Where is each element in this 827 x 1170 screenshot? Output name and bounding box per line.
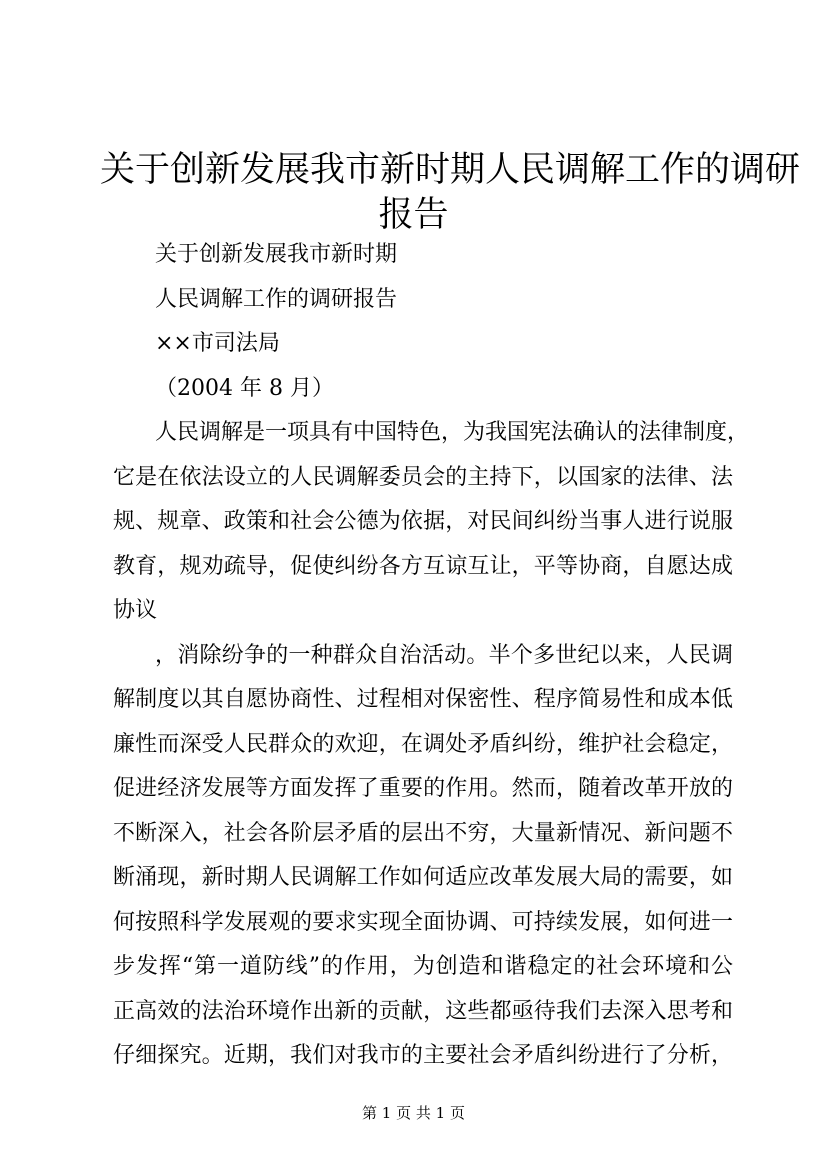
body-line: 促进经济发展等方面发挥了重要的作用。然而，随着改革开放的	[113, 776, 733, 801]
body-line: 人民调解工作的调研报告	[155, 286, 398, 312]
body-line: 正高效的法治环境作出新的贡献，这些都亟待我们去深入思考和	[113, 998, 733, 1024]
body-line: 步发挥“第一道防线”的作用，为创造和谐稳定的社会环境和公	[113, 954, 733, 979]
page-footer: 第 1 页 共 1 页	[362, 1104, 465, 1122]
body-line: 教育，规劝疏导，促使纠纷各方互谅互让，平等协商，自愿达成	[113, 553, 733, 579]
body-line: ，消除纷争的一种群众自治活动。半个多世纪以来，人民调	[155, 642, 733, 668]
body-line: 仔细探究。近期，我们对我市的主要社会矛盾纠纷进行了分析，	[113, 1043, 733, 1068]
body-line: 解制度以其自愿协商性、过程相对保密性、程序简易性和成本低	[113, 687, 733, 712]
document-title	[100, 148, 801, 238]
body-line: 关于创新发展我市新时期	[155, 242, 398, 267]
body-line: ××市司法局	[155, 331, 280, 356]
body-line: 人民调解是一项具有中国特色，为我国宪法确认的法律制度，	[155, 420, 750, 445]
body-line: 它是在依法设立的人民调解委员会的主持下，以国家的法律、法	[113, 464, 733, 490]
title-line-1: 关于创新发展我市新时期人民调解工作的调研	[100, 150, 801, 190]
body-line: 何按照科学发展观的要求实现全面协调、可持续发展，如何进一	[113, 909, 733, 935]
title-line-2: 报告	[378, 195, 449, 235]
body-line: 廉性而深受人民群众的欢迎，在调处矛盾纠纷，维护社会稳定，	[113, 731, 733, 757]
body-line: （2004 年 8 月）	[155, 375, 334, 401]
body-line: 不断深入，社会各阶层矛盾的层出不穷，大量新情况、新问题不	[113, 820, 733, 846]
body-line: 规、规章、政策和社会公德为依据，对民间纠纷当事人进行说服	[113, 509, 733, 534]
body-line: 断涌现，新时期人民调解工作如何适应改革发展大局的需要，如	[113, 865, 733, 890]
body-line: 协议	[113, 598, 158, 623]
document-body	[113, 233, 750, 1079]
